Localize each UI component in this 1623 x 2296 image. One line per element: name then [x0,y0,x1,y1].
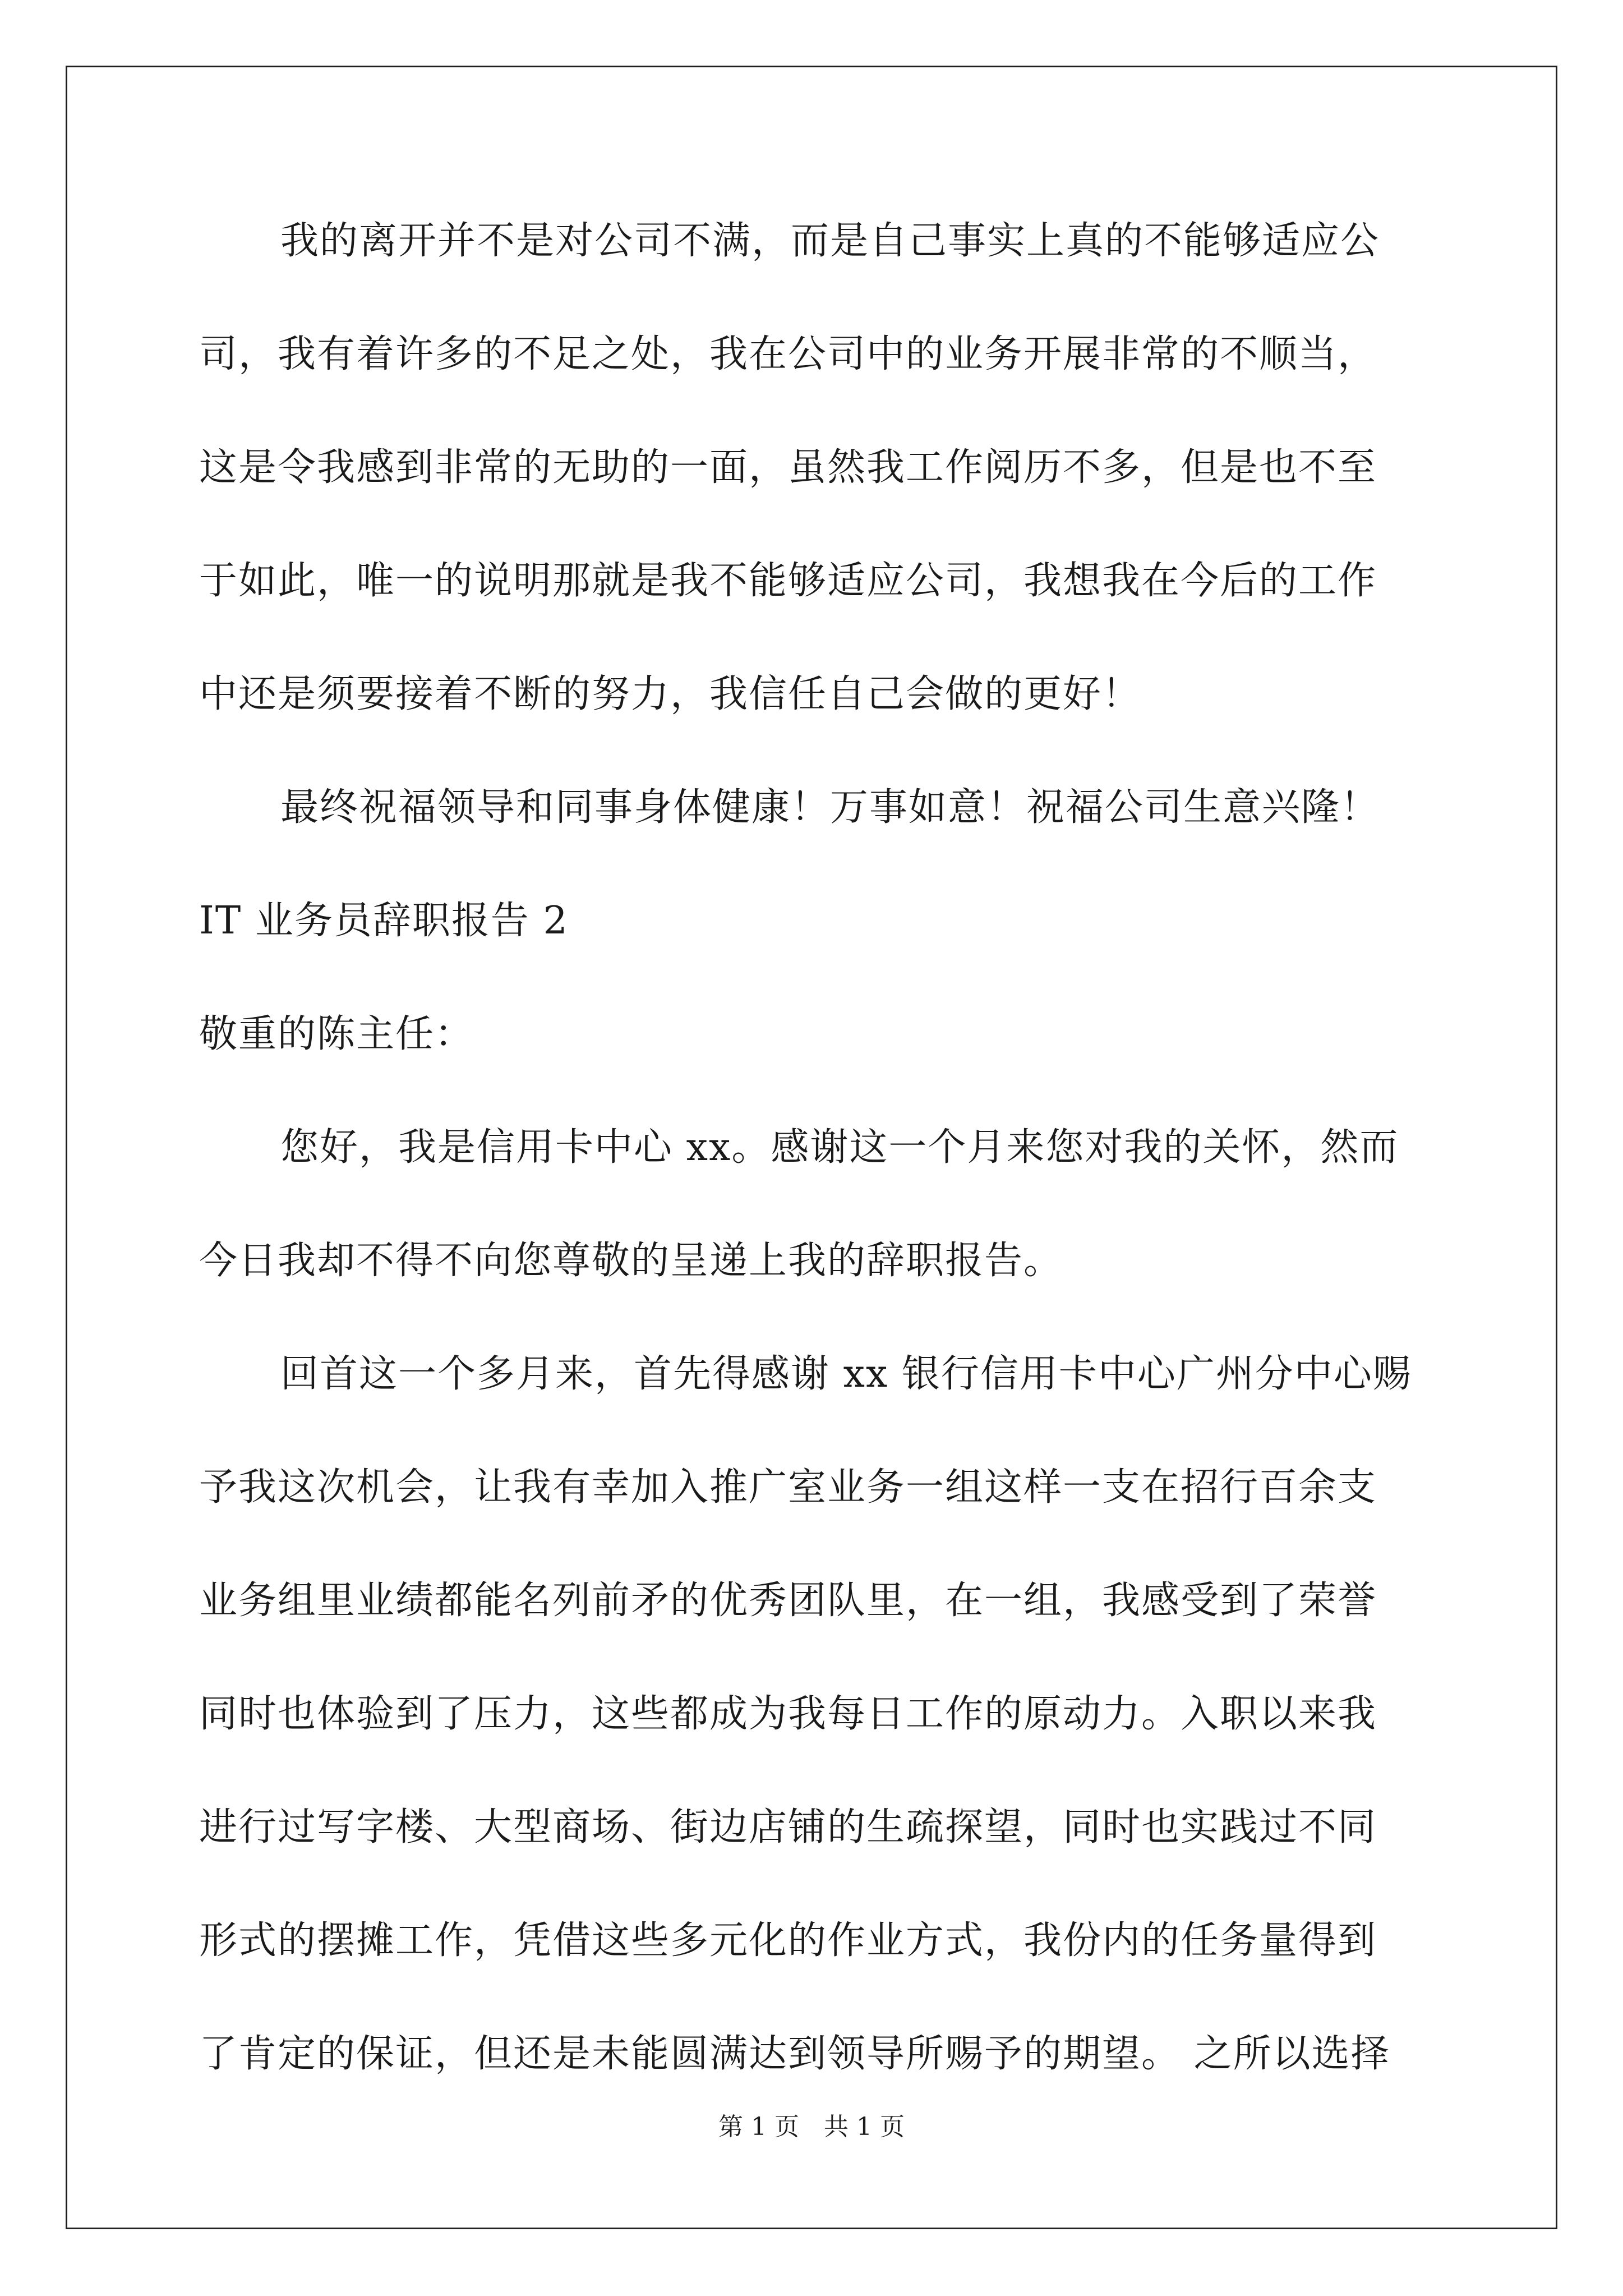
paragraph-4-line-7: 了肯定的保证，但还是未能圆满达到领导所赐予的期望。 之所以选择 [199,2032,1390,2076]
paragraph-4-line-5: 进行过写字楼、大型商场、街边店铺的生疏探望，同时也实践过不同 [199,1805,1377,1849]
paragraph-4-line-1: 回首这一个多月来，首先得感谢 xx 银行信用卡中心广州分中心赐 [280,1352,1412,1396]
paragraph-3-line-2: 今日我却不得不向您尊敬的呈递上我的辞职报告。 [199,1239,1063,1283]
page-footer: 第 1 页 共 1 页 [718,2113,905,2141]
paragraph-1-line-2: 司，我有着许多的不足之处，我在公司中的业务开展非常的不顺当， [199,332,1377,376]
paragraph-3-line-1: 您好，我是信用卡中心 xx。感谢这一个月来您对我的关怀，然而 [280,1125,1399,1170]
paragraph-1-line-5: 中还是须要接着不断的努力，我信任自己会做的更好！ [199,672,1142,716]
salutation: 敬重的陈主任： [199,1012,474,1056]
paragraph-4-line-3: 业务组里业绩都能名列前矛的优秀团队里，在一组，我感受到了荣誉 [199,1579,1377,1623]
paragraph-4-line-4: 同时也体验到了压力，这些都成为我每日工作的原动力。入职以来我 [199,1692,1377,1736]
section-title: IT 业务员辞职报告 2 [199,899,569,943]
paragraph-2: 最终祝福领导和同事身体健康！万事如意！祝福公司生意兴隆！ [280,785,1380,830]
paragraph-1-line-1: 我的离开并不是对公司不满，而是自己事实上真的不能够适应公 [280,219,1380,263]
paragraph-4-line-6: 形式的摆摊工作，凭借这些多元化的作业方式，我份内的任务量得到 [199,1918,1377,1963]
paragraph-1-line-4: 于如此，唯一的说明那就是我不能够适应公司，我想我在今后的工作 [199,559,1377,603]
paragraph-1-line-3: 这是令我感到非常的无助的一面，虽然我工作阅历不多，但是也不至 [199,445,1377,490]
paragraph-4-line-2: 予我这次机会，让我有幸加入推广室业务一组这样一支在招行百余支 [199,1465,1377,1510]
